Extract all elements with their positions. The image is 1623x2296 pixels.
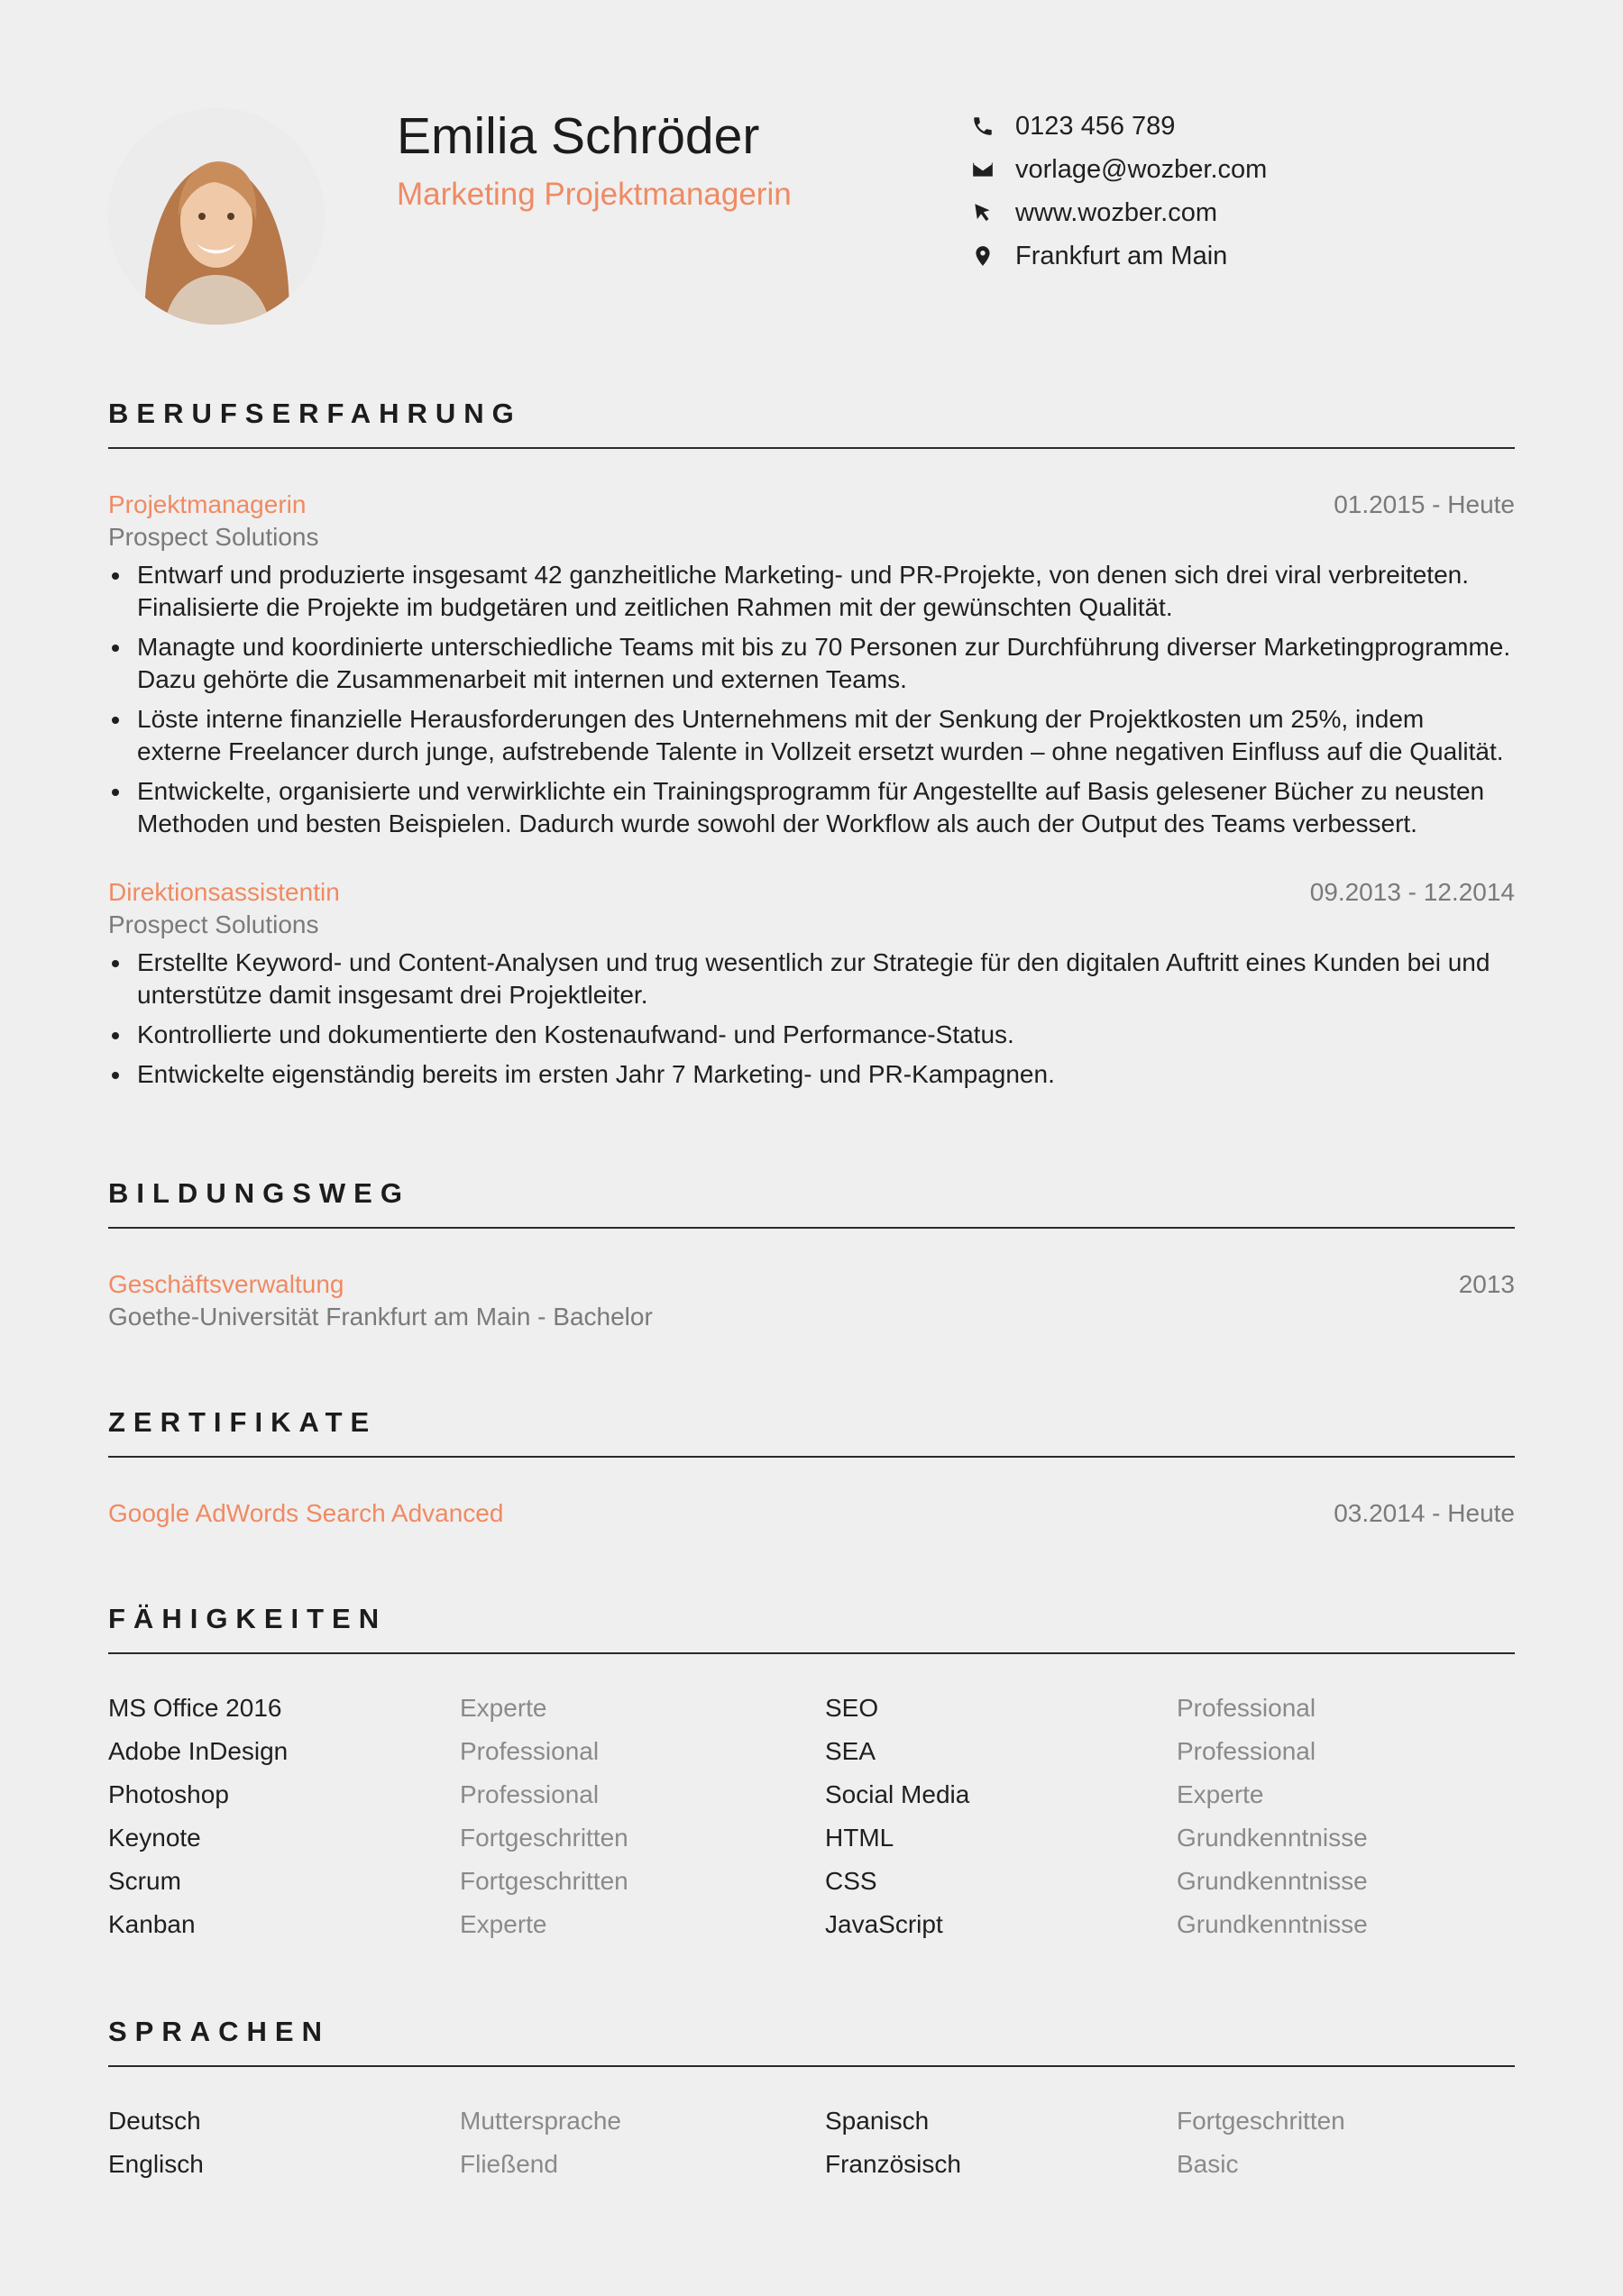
education-entry <box>108 1268 1515 1333</box>
skills-grid <box>108 1687 1515 1946</box>
degree-date: 2013 <box>1458 1270 1515 1298</box>
skill-name: Social Media <box>825 1780 970 1808</box>
skill-level: Grundkenntnisse <box>1177 1910 1368 1938</box>
skill-level: Professional <box>1177 1737 1316 1765</box>
skill-level: Professional <box>460 1737 600 1765</box>
contact-phone-text[interactable]: 0123 456 789 <box>1015 111 1176 141</box>
experience-section <box>108 395 1515 1098</box>
phone-icon <box>970 114 995 139</box>
section-heading: FÄHIGKEITEN <box>108 1603 388 1634</box>
certificate-name: Google AdWords Search Advanced <box>108 1499 504 1527</box>
skill-name: SEA <box>825 1737 876 1765</box>
section-heading: BILDUNGSWEG <box>108 1177 410 1209</box>
section-divider <box>108 1227 1515 1229</box>
skill-level: Grundkenntnisse <box>1177 1867 1368 1895</box>
contact-location-text: Frankfurt am Main <box>1015 241 1228 270</box>
contact-list <box>970 105 1267 278</box>
skill-level: Fortgeschritten <box>460 1824 628 1852</box>
language-level: Fortgeschritten <box>1177 2107 1345 2135</box>
skills-section <box>108 1600 1515 1946</box>
skill-name: HTML <box>825 1824 894 1852</box>
mail-icon <box>970 157 995 182</box>
job-company: Prospect Solutions <box>108 910 319 938</box>
skill-level: Professional <box>1177 1694 1316 1722</box>
candidate-name: Emilia Schröder <box>397 107 760 165</box>
job-date: 09.2013 - 12.2014 <box>1309 878 1515 906</box>
profile-photo <box>108 108 325 325</box>
section-divider <box>108 1456 1515 1458</box>
skill-level: Professional <box>460 1780 600 1808</box>
job-date: 01.2015 - Heute <box>1334 490 1515 518</box>
section-heading: BERUFSERFAHRUNG <box>108 398 522 429</box>
job-bullets <box>108 559 1515 840</box>
language-level: Muttersprache <box>460 2107 621 2135</box>
experience-entry <box>108 489 1515 840</box>
skill-name: Adobe InDesign <box>108 1737 289 1765</box>
school-name: Goethe-Universität Frankfurt am Main - Bachelor <box>108 1303 653 1331</box>
section-heading: SPRACHEN <box>108 2016 330 2047</box>
education-section <box>108 1175 1515 1333</box>
skill-name: Keynote <box>108 1824 201 1852</box>
language-level: Basic <box>1177 2150 1239 2178</box>
contact-phone <box>970 105 1267 148</box>
portrait-image <box>108 108 325 325</box>
list-item: Löste interne finanzielle Herausforderungen des Unternehmens mit der Senkung der Projektkosten um 25%, indem externe Freelancer durch junge, aufstrebende Talente in Vollzeit ersetzt wurden – ohne negativen Einfluss auf die Qualität. <box>108 703 1515 768</box>
language-name: Deutsch <box>108 2107 201 2135</box>
job-role: Projektmanagerin <box>108 490 307 518</box>
list-item: Managte und koordinierte unterschiedliche Teams mit bis zu 70 Personen zur Durchführung diverser Marketingprogramme. Dazu gehörte die Zusammenarbeit mit internen und externen Teams. <box>108 631 1515 696</box>
skill-level: Fortgeschritten <box>460 1867 628 1895</box>
list-item: Entwickelte, organisierte und verwirklichte ein Trainingsprogramm für Angestellte auf Basis gelesener Bücher zu neusten Methoden und besten Beispielen. Dadurch wurde sowohl der Workflow als auch der Output des Teams verbessert. <box>108 775 1515 840</box>
certificates-section <box>108 1404 1515 1530</box>
skill-name: JavaScript <box>825 1910 943 1938</box>
language-name: Französisch <box>825 2150 961 2178</box>
certificate-entry <box>108 1497 1515 1530</box>
skill-name: SEO <box>825 1694 879 1722</box>
list-item: Entwarf und produzierte insgesamt 42 ganzheitliche Marketing- und PR-Projekte, von denen sich drei viral verbreiteten. Finalisierte die Projekte im budgetären und zeitlichen Rahmen mit der gewünschten Qualität. <box>108 559 1515 624</box>
skill-name: Photoshop <box>108 1780 229 1808</box>
cursor-icon <box>970 200 995 225</box>
skill-name: Kanban <box>108 1910 196 1938</box>
contact-website <box>970 191 1267 234</box>
section-divider <box>108 1652 1515 1654</box>
job-bullets <box>108 947 1515 1091</box>
language-name: Spanisch <box>825 2107 930 2135</box>
contact-location <box>970 234 1267 278</box>
section-divider <box>108 2065 1515 2067</box>
contact-website-text[interactable]: www.wozber.com <box>1015 197 1218 227</box>
skill-level: Grundkenntnisse <box>1177 1824 1368 1852</box>
list-item: Erstellte Keyword- und Content-Analysen und trug wesentlich zur Strategie für den digitalen Auftritt eines Kunden bei und unterstütze damit insgesamt drei Projektleiter. <box>108 947 1515 1011</box>
location-pin-icon <box>970 243 995 269</box>
skill-name: Scrum <box>108 1867 181 1895</box>
candidate-title: Marketing Projektmanagerin <box>397 177 792 212</box>
skill-level: Experte <box>1177 1780 1264 1808</box>
language-name: Englisch <box>108 2150 204 2178</box>
list-item: Kontrollierte und dokumentierte den Kostenaufwand- und Performance-Status. <box>108 1019 1515 1051</box>
job-company: Prospect Solutions <box>108 523 319 551</box>
contact-email <box>970 148 1267 191</box>
skill-name: CSS <box>825 1867 877 1895</box>
skill-level: Experte <box>460 1910 547 1938</box>
language-level: Fließend <box>460 2150 558 2178</box>
experience-entry <box>108 876 1515 1091</box>
job-role: Direktionsassistentin <box>108 878 340 906</box>
section-divider <box>108 447 1515 449</box>
skill-level: Experte <box>460 1694 547 1722</box>
list-item: Entwickelte eigenständig bereits im ersten Jahr 7 Marketing- und PR-Kampagnen. <box>108 1058 1515 1091</box>
section-heading: ZERTIFIKATE <box>108 1406 378 1438</box>
languages-section <box>108 2013 1515 2186</box>
contact-email-text[interactable]: vorlage@wozber.com <box>1015 154 1268 184</box>
certificate-date: 03.2014 - Heute <box>1334 1499 1515 1527</box>
degree-name: Geschäftsverwaltung <box>108 1270 344 1298</box>
skill-name: MS Office 2016 <box>108 1694 282 1722</box>
languages-grid <box>108 2099 1515 2186</box>
